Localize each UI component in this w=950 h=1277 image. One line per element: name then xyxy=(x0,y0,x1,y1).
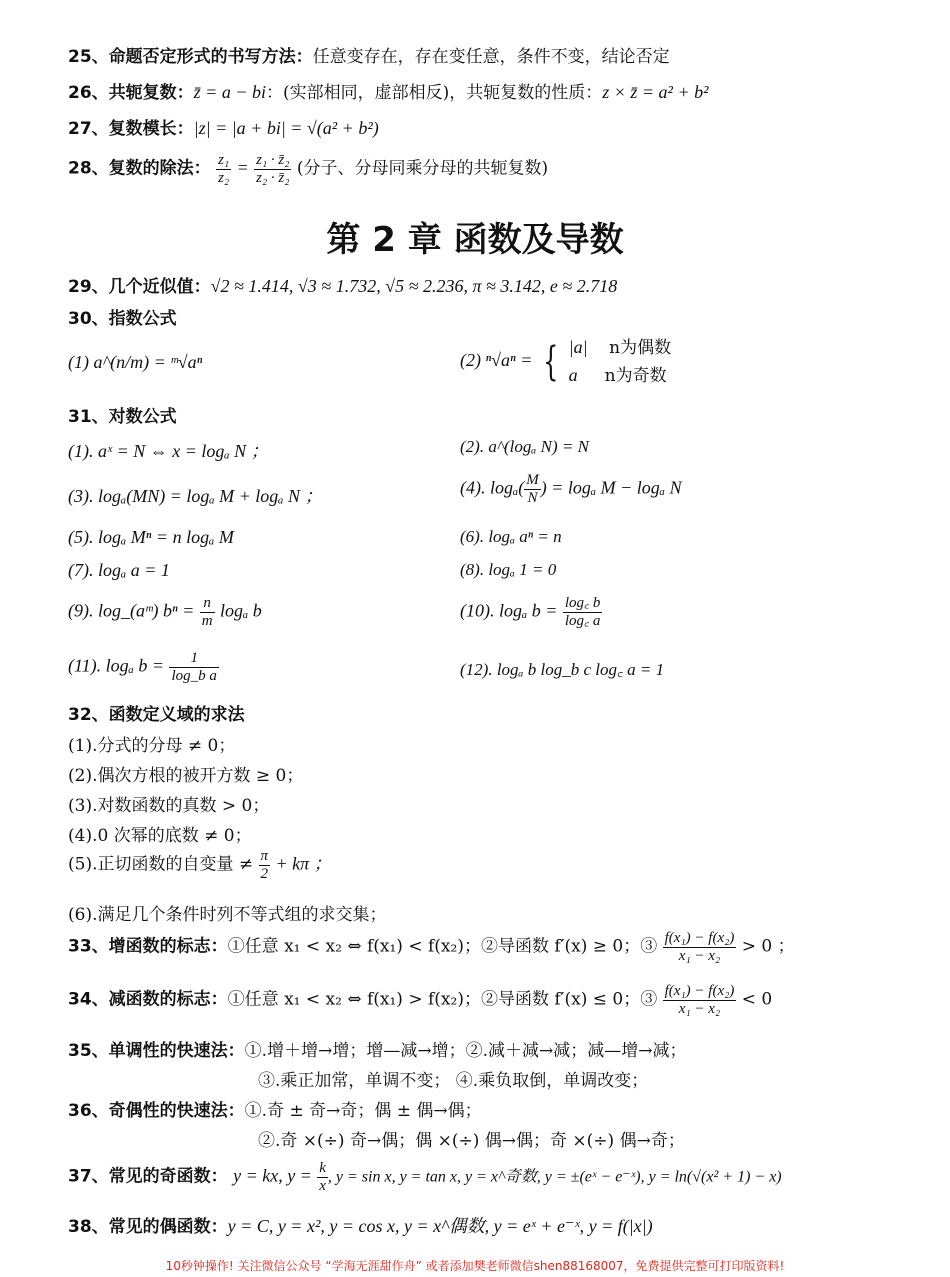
formula: < 0 xyxy=(741,989,773,1010)
item-28: 28、复数的除法： $\frac{\text{z₁}}{\text{z₂}}$ = $\frac{\text{z₁ · z̄₂}}{\text{z₂ · z̄₂}}$ (分子、分母同乘分母的共轭复数) xyxy=(68,152,549,186)
formula: |z| = |a + bi| = √(a² + b²) xyxy=(193,118,379,138)
denominator: N xyxy=(527,489,538,506)
formula-31-4 xyxy=(460,472,682,506)
numerator: k xyxy=(319,1160,326,1176)
item-title: 复数的除法： xyxy=(108,158,211,179)
fraction xyxy=(317,1160,328,1194)
formula: ) = logₐ M − logₐ N xyxy=(540,477,682,498)
denominator: m xyxy=(201,612,213,629)
item-number: 28、 xyxy=(68,158,109,179)
numerator: π xyxy=(260,848,269,864)
formula: z × z̄ = a² + b² xyxy=(602,82,709,102)
formula: z̄ = a − bi xyxy=(193,82,266,102)
item-title: 增函数的标志： xyxy=(108,936,228,957)
formula-31-2: (2). a^(logₐ N) = N xyxy=(460,437,589,456)
denominator: log_b a xyxy=(171,667,217,684)
numerator: M xyxy=(526,472,539,488)
formula: y = C, y = x², y = cos x, y = x^偶数, y = eˣ + e⁻ˣ, y = f(|x|) xyxy=(227,1216,653,1236)
fraction xyxy=(169,650,218,684)
item-title: 指数公式 xyxy=(108,309,177,329)
item-title: 函数定义域的求法 xyxy=(108,705,245,725)
item-33 xyxy=(68,930,795,964)
formula-31-8: (8). logₐ 1 = 0 xyxy=(460,560,557,579)
item-title: 单调性的快速法： xyxy=(108,1041,245,1061)
item-number: 36、 xyxy=(68,1101,109,1121)
item-27 xyxy=(68,114,379,139)
case-condition: n为偶数 xyxy=(609,338,672,358)
item-number: 31、 xyxy=(68,407,109,427)
numerator: n xyxy=(200,595,215,613)
item-30 xyxy=(68,304,177,329)
item-text: ①任意 x₁ < x₂ ⇔ f(x₁) < f(x₂)；②导函数 f′(x) ≥ 0；③ xyxy=(227,936,658,957)
rule-32-4: (4).0 次幂的底数 ≠ 0； xyxy=(68,826,252,846)
numerator: f(x₁) − f(x₂) xyxy=(664,930,735,946)
item-text: ①.增＋增→增；增—减→增；②.减＋减→减；减—增→减； xyxy=(244,1041,687,1061)
rule-32-1: (1).分式的分母 ≠ 0； xyxy=(68,736,236,756)
formula-31-3: (3). logₐ(MN) = logₐ M + logₐ N ； xyxy=(68,486,323,506)
item-number: 38、 xyxy=(68,1217,109,1237)
case-condition: n为奇数 xyxy=(604,365,667,386)
item-32 xyxy=(68,700,245,725)
numerator: 1 xyxy=(169,650,218,668)
formula-31-12: (12). logₐ b log_b c log꜀ a = 1 xyxy=(460,660,665,679)
footer-banner: 10秒钟操作! 关注微信公众号 “学海无涯甜作舟” 或者添加樊老师微信shen88168007，免费提供完整可打印版资料! xyxy=(165,1259,785,1273)
formula-31-6: (6). logₐ aⁿ = n xyxy=(460,527,562,546)
rule-32-3: (3).对数函数的真数 > 0； xyxy=(68,796,270,816)
formula-31-10 xyxy=(460,595,602,629)
numerator: log꜀ b xyxy=(564,595,601,611)
item-number: 27、 xyxy=(68,119,109,139)
formula-31-7: (7). logₐ a = 1 xyxy=(68,560,170,580)
case-value: |a| xyxy=(568,337,588,357)
numerator: f(x₁) − f(x₂) xyxy=(664,983,735,999)
formula-31-11 xyxy=(68,650,219,684)
item-title: 命题否定形式的书写方法： xyxy=(108,47,313,67)
item-31 xyxy=(68,402,177,427)
formula-30-2 xyxy=(460,334,671,389)
denominator: x xyxy=(319,1177,326,1194)
item-35 xyxy=(68,1036,686,1061)
item-text: ①.奇 ± 奇→奇；偶 ± 偶→偶； xyxy=(244,1101,482,1121)
formula: (4). logₐ( xyxy=(460,477,525,498)
item-number: 32、 xyxy=(68,705,109,725)
item-37 xyxy=(68,1160,782,1194)
denominator: z₂ · z̄₂ xyxy=(256,169,290,186)
fraction xyxy=(663,983,737,1017)
item-number: 26、 xyxy=(68,83,109,103)
fraction xyxy=(216,152,231,186)
fraction xyxy=(663,930,737,964)
formula: y = kx, y = xyxy=(233,1165,312,1186)
item-35-line-2: ③.乘正加常，单调不变； ④.乘负取倒，单调改变； xyxy=(258,1071,649,1091)
item-number: 35、 xyxy=(68,1041,109,1061)
denominator: 2 xyxy=(260,865,269,882)
chapter-title: 第 2 章 函数及导数 xyxy=(326,220,624,260)
item-text: ：(实部相同，虚部相反)，共轭复数的性质： xyxy=(265,83,603,103)
formula: (1) a^(n/m) = ᵐ√aⁿ xyxy=(68,352,203,372)
fraction xyxy=(200,595,215,629)
item-26 xyxy=(68,78,709,103)
denominator: log꜀ a xyxy=(564,612,601,629)
brace-icon: { xyxy=(542,338,559,385)
item-title: 复数模长： xyxy=(108,119,194,139)
item-34 xyxy=(68,983,772,1017)
item-25 xyxy=(68,42,670,67)
numerator: z₁ · z̄₂ xyxy=(256,152,290,168)
item-title: 几个近似值： xyxy=(108,277,211,297)
item-title: 常见的奇函数： xyxy=(108,1166,228,1187)
formula: + kπ ； xyxy=(275,853,332,874)
item-title: 常见的偶函数： xyxy=(108,1217,228,1237)
formula-31-5: (5). logₐ Mⁿ = n logₐ M xyxy=(68,527,234,547)
item-number: 33、 xyxy=(68,936,109,957)
formula: > 0 ； xyxy=(741,936,795,957)
item-36 xyxy=(68,1096,482,1121)
numerator: z₁ xyxy=(218,152,230,168)
item-29 xyxy=(68,272,617,297)
fraction xyxy=(524,472,541,506)
formula: , y = sin x, y = tan x, y = x^奇数, y = ±(eˣ − e⁻ˣ), y = ln(√(x² + 1) − x) xyxy=(327,1168,782,1186)
item-text: (分子、分母同乘分母的共轭复数) xyxy=(296,158,549,179)
item-number: 34、 xyxy=(68,989,109,1010)
formula: (9). log_(aᵐ) bⁿ = xyxy=(68,600,195,621)
item-number: 37、 xyxy=(68,1166,109,1187)
fraction xyxy=(259,848,271,882)
item-number: 25、 xyxy=(68,47,109,67)
item-number: 29、 xyxy=(68,277,109,297)
item-title: 奇偶性的快速法： xyxy=(108,1101,245,1121)
rule-32-6: (6).满足几个条件时列不等式组的求交集； xyxy=(68,905,387,925)
item-number: 30、 xyxy=(68,309,109,329)
rule-32-5 xyxy=(68,848,332,882)
formula: (2) ⁿ√aⁿ = xyxy=(460,350,533,370)
formula: (11). logₐ b = xyxy=(68,655,165,676)
rule-text: (5).正切函数的自变量 ≠ xyxy=(68,854,254,875)
formula: logₐ b xyxy=(219,600,262,621)
fraction xyxy=(563,595,603,629)
case-value: a xyxy=(568,364,578,385)
item-text: 任意变存在，存在变任意，条件不变，结论否定 xyxy=(312,47,670,67)
formula-30-1 xyxy=(68,352,202,373)
formula-31-1: (1). aˣ = N ⇔ x = logₐ N ； xyxy=(68,441,269,461)
item-title: 减函数的标志： xyxy=(108,989,228,1010)
rule-32-2: (2).偶次方根的被开方数 ≥ 0； xyxy=(68,766,304,786)
denominator: z₂ xyxy=(218,169,230,186)
denominator: x₁ − x₂ xyxy=(678,1000,721,1017)
item-text: ①任意 x₁ < x₂ ⇔ f(x₁) > f(x₂)；②导函数 f′(x) ≤ 0；③ xyxy=(227,989,658,1010)
formula: √2 ≈ 1.414, √3 ≈ 1.732, √5 ≈ 2.236, π ≈ 3.142, e ≈ 2.718 xyxy=(210,276,618,296)
item-title: 共轭复数： xyxy=(108,83,194,103)
item-38 xyxy=(68,1212,653,1238)
cases xyxy=(569,334,671,389)
fraction xyxy=(254,152,291,186)
formula: (10). logₐ b = xyxy=(460,600,558,621)
item-title: 对数公式 xyxy=(108,407,177,427)
formula-31-9 xyxy=(68,595,262,629)
item-36-line-2: ②.奇 ×(÷) 奇→偶；偶 ×(÷) 偶→偶；奇 ×(÷) 偶→奇； xyxy=(258,1131,685,1151)
denominator: x₁ − x₂ xyxy=(678,947,721,964)
